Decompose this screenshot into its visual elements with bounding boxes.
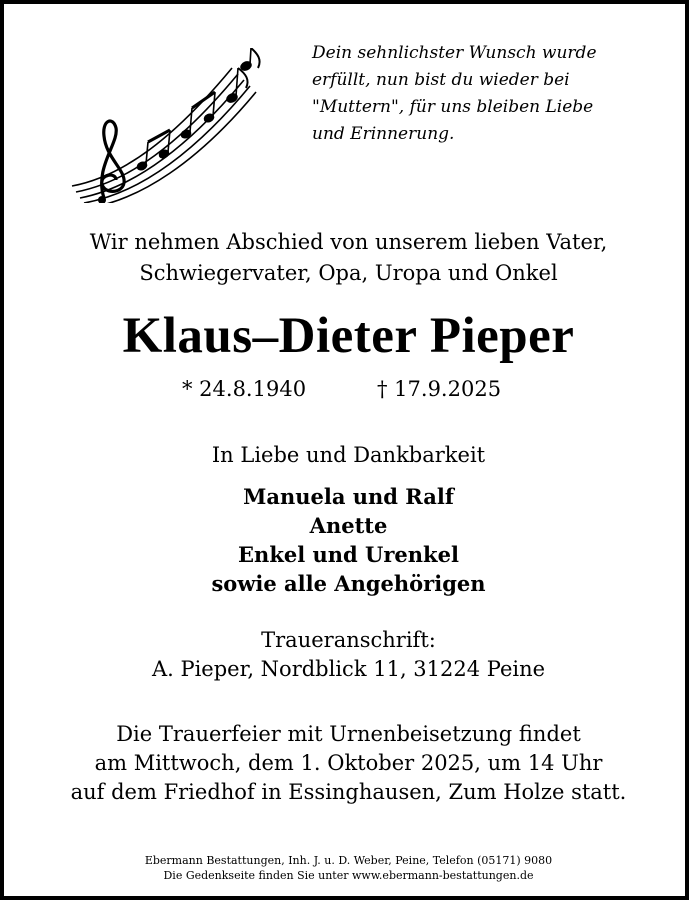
birth-date: * 24.8.1940 [182, 377, 307, 401]
mourners-list [4, 482, 689, 598]
service-line: Die Trauerfeier mit Urnenbeisetzung findet [116, 722, 581, 746]
thanks-line: In Liebe und Dankbarkeit [211, 443, 486, 467]
footer-line: Die Gedenkseite finden Sie unter www.ebermann-bestattungen.de [163, 869, 534, 882]
mourner-name: sowie alle Angehörigen [211, 571, 486, 596]
service-line: auf dem Friedhof in Essinghausen, Zum Holze statt. [70, 780, 627, 804]
mourner-name: Manuela und Ralf [243, 484, 454, 509]
poem-line: Dein sehnlichster Wunsch wurde [312, 43, 597, 63]
service-line: am Mittwoch, dem 1. Oktober 2025, um 14 Uhr [94, 751, 603, 775]
poem-line: erfüllt, nun bist du wieder bei [312, 70, 570, 90]
intro-line: Wir nehmen Abschied von unserem lieben Vater, [89, 230, 608, 254]
mourner-name: Enkel und Urenkel [238, 542, 459, 567]
farewell-intro [4, 227, 689, 289]
address-value: A. Pieper, Nordblick 11, 31224 Peine [151, 657, 546, 681]
deceased-name: Klaus–Dieter Pieper [122, 308, 575, 364]
funeral-service-info [4, 720, 689, 807]
death-date: † 17.9.2025 [377, 377, 502, 401]
poem-line: und Erinnerung. [312, 124, 455, 144]
music-notes-treble-clef-icon [64, 48, 269, 203]
funeral-home-footer [4, 853, 689, 883]
poem-line: "Muttern", für uns bleiben Liebe [312, 97, 594, 117]
intro-line: Schwiegervater, Opa, Uropa und Onkel [139, 261, 558, 285]
footer-line: Ebermann Bestattungen, Inh. J. u. D. Weber, Peine, Telefon (05171) 9080 [144, 854, 553, 867]
memorial-poem [312, 40, 672, 148]
mourning-address [4, 626, 689, 684]
mourner-name: Anette [309, 513, 388, 538]
address-label: Traueranschrift: [261, 628, 436, 652]
